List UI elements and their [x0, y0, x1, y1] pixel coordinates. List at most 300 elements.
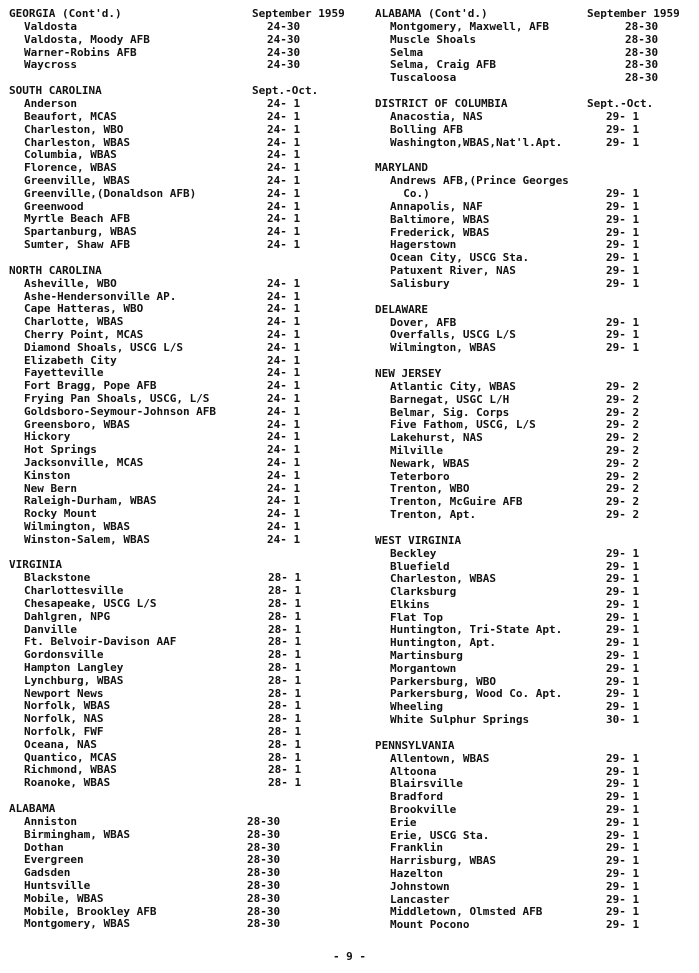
station-dates: 24-30: [267, 32, 301, 46]
station-row: [375, 496, 695, 509]
station-name: Jacksonville, MCAS: [24, 455, 144, 469]
station-name: Dahlgren, NPG: [24, 609, 111, 623]
section-header: [375, 535, 695, 548]
station-dates: 29- 2: [606, 405, 640, 419]
station-name: Selma, Craig AFB: [390, 58, 496, 72]
station-name: Flat Top: [390, 610, 443, 624]
state-name: SOUTH CAROLINA: [9, 84, 102, 98]
state-name: MARYLAND: [375, 161, 428, 175]
station-name: Harrisburg, WBAS: [390, 854, 496, 868]
station-name: Mobile, Brookley AFB: [24, 904, 157, 918]
station-name: Dothan: [24, 840, 64, 854]
station-name: Anniston: [24, 815, 77, 829]
station-dates: 29- 2: [606, 495, 640, 509]
station-dates: 24- 1: [267, 315, 301, 329]
station-dates: 24-30: [267, 58, 301, 72]
station-dates: 24- 1: [267, 327, 301, 341]
station-name: Elkins: [390, 597, 430, 611]
station-row: [9, 329, 344, 342]
station-row: [9, 918, 344, 931]
station-dates: 24- 1: [267, 366, 301, 380]
section-dc: [375, 98, 695, 149]
station-name: Newark, WBAS: [390, 456, 470, 470]
station-name: Clarksburg: [390, 585, 457, 599]
station-dates: 29- 2: [606, 507, 640, 521]
station-name: Hickory: [24, 430, 71, 444]
station-row: [9, 380, 344, 393]
station-dates: 24- 1: [267, 199, 301, 213]
station-dates: 24- 1: [267, 161, 301, 175]
station-name: Huntsville: [24, 879, 91, 893]
station-dates: 29- 1: [606, 828, 640, 842]
station-row: [9, 188, 344, 201]
station-dates: 24- 1: [267, 109, 301, 123]
station-dates: 24- 1: [267, 212, 301, 226]
station-row: [9, 239, 344, 252]
station-name: Dover, AFB: [390, 315, 457, 329]
station-name: Salisbury: [390, 276, 450, 290]
station-row: [9, 342, 344, 355]
station-row: [375, 663, 695, 676]
station-dates: 29- 1: [606, 815, 640, 829]
station-dates: 28-30: [625, 71, 659, 85]
station-name: Elizabeth City: [24, 353, 117, 367]
station-dates: 29- 2: [606, 469, 640, 483]
station-name: Anacostia, NAS: [390, 109, 483, 123]
station-name: Fort Bragg, Pope AFB: [24, 379, 157, 393]
section-nc: [9, 265, 344, 547]
station-dates: 24- 1: [267, 532, 301, 546]
station-dates: 24- 1: [267, 404, 301, 418]
station-name: Morgantown: [390, 661, 457, 675]
station-name: Chesapeake, USCG L/S: [24, 597, 157, 611]
left-column: [9, 8, 344, 944]
station-name: Anderson: [24, 97, 77, 111]
section-header: [375, 368, 695, 381]
section-md: [375, 162, 695, 290]
station-dates: 29- 1: [606, 572, 640, 586]
station-name: Trenton, WBO: [390, 482, 470, 496]
station-dates: 24- 1: [267, 443, 301, 457]
station-row: [375, 881, 695, 894]
station-dates: 24- 1: [267, 481, 301, 495]
station-dates: 24- 1: [267, 340, 301, 354]
station-name: Wheeling: [390, 700, 443, 714]
station-row: [375, 804, 695, 817]
station-row: [375, 868, 695, 881]
station-dates: 24- 1: [267, 507, 301, 521]
station-name: Warner-Robins AFB: [24, 45, 137, 59]
station-name: Beckley: [390, 546, 437, 560]
station-name: Raleigh-Durham, WBAS: [24, 494, 157, 508]
station-dates: 28- 1: [268, 597, 302, 611]
section-alabama: [9, 803, 344, 931]
station-row: [375, 111, 695, 124]
section-pa: [375, 740, 695, 932]
station-dates: 24- 1: [267, 494, 301, 508]
state-name: ALABAMA (Cont'd.): [375, 7, 488, 20]
station-name: White Sulphur Springs: [390, 713, 530, 727]
station-name: Bluefield: [390, 559, 450, 573]
station-name: Cherry Point, MCAS: [24, 327, 144, 341]
state-name: WEST VIRGINIA: [375, 533, 462, 547]
station-row: [375, 509, 695, 522]
station-row: [375, 265, 695, 278]
station-row: [9, 739, 344, 752]
station-row: [375, 714, 695, 727]
state-name: DELAWARE: [375, 302, 428, 316]
station-name: Middletown, Olmsted AFB: [390, 905, 543, 919]
station-dates: 24- 1: [267, 519, 301, 533]
station-dates: 29- 1: [606, 803, 640, 817]
station-dates: 29- 1: [606, 777, 640, 791]
station-dates: 29- 2: [606, 443, 640, 457]
station-row: [9, 893, 344, 906]
station-name: Norfolk, NAS: [24, 712, 104, 726]
station-dates: 28- 1: [268, 750, 302, 764]
station-name: Roanoke, WBAS: [24, 776, 111, 790]
station-row: [9, 175, 344, 188]
station-dates: 24- 1: [267, 455, 301, 469]
station-name: Ft. Belvoir-Davison AAF: [24, 635, 177, 649]
station-dates: 28-30: [625, 20, 659, 33]
station-dates: 29- 1: [606, 854, 640, 868]
state-name: VIRGINIA: [9, 558, 62, 572]
station-name: Waycross: [24, 58, 77, 72]
station-name: Goldsboro-Seymour-Johnson AFB: [24, 404, 217, 418]
station-dates: 28- 1: [268, 699, 302, 713]
station-dates: 28- 1: [268, 737, 302, 751]
station-dates: 28-30: [247, 866, 281, 880]
station-dates: 28-30: [247, 815, 281, 829]
date-range-header: September 1959: [252, 7, 345, 20]
station-dates: 24- 1: [267, 122, 301, 136]
station-name: Erie: [390, 815, 417, 829]
station-row: [9, 521, 344, 534]
station-dates: 24- 1: [267, 302, 301, 316]
station-name: Tuscaloosa: [390, 71, 457, 85]
station-dates: 29- 1: [606, 867, 640, 881]
station-name: Birmingham, WBAS: [24, 827, 130, 841]
station-dates: 24- 1: [267, 173, 301, 187]
station-dates: 29- 2: [606, 418, 640, 432]
station-dates: 28-30: [247, 840, 281, 854]
station-dates: 24- 1: [267, 417, 301, 431]
station-row: [375, 201, 695, 214]
station-dates: 30- 1: [606, 713, 640, 727]
station-dates: 24- 1: [267, 186, 301, 200]
station-row: [375, 34, 695, 47]
station-name: Huntington, Tri-State Apt.: [390, 623, 563, 637]
station-row: [375, 586, 695, 599]
station-name: Richmond, WBAS: [24, 763, 117, 777]
station-dates: 24- 1: [267, 391, 301, 405]
station-name: Frederick, WBAS: [390, 225, 490, 239]
station-name: Norfolk, FWF: [24, 725, 104, 739]
station-name: Myrtle Beach AFB: [24, 212, 130, 226]
station-dates: 29- 1: [606, 841, 640, 855]
station-dates: 29- 1: [606, 610, 640, 624]
station-row: [9, 611, 344, 624]
station-name: Montgomery, WBAS: [24, 917, 130, 931]
state-name: NORTH CAROLINA: [9, 263, 102, 277]
station-name: Co.): [390, 187, 430, 201]
state-name: NEW JERSEY: [375, 366, 442, 380]
station-name: Beaufort, MCAS: [24, 109, 117, 123]
station-dates: 29- 1: [606, 597, 640, 611]
station-name: Gadsden: [24, 866, 71, 880]
station-name: New Bern: [24, 481, 77, 495]
station-row: [9, 777, 344, 790]
station-name: Hot Springs: [24, 443, 97, 457]
station-dates: 24- 1: [267, 276, 301, 290]
station-name: Quantico, MCAS: [24, 750, 117, 764]
station-name: Frying Pan Shoals, USCG, L/S: [24, 391, 210, 405]
station-dates: 24- 1: [267, 97, 301, 111]
station-dates: 28-30: [625, 45, 659, 59]
station-name: Lakehurst, NAS: [390, 431, 483, 445]
station-row: [375, 21, 695, 34]
station-row: [9, 470, 344, 483]
station-dates: 24- 1: [267, 468, 301, 482]
section-georgia: [9, 8, 344, 72]
station-name: Trenton, Apt.: [390, 507, 477, 521]
station-row: [375, 599, 695, 612]
station-row: [9, 662, 344, 675]
station-row: [9, 278, 344, 291]
station-name: Mount Pocono: [390, 918, 470, 932]
station-dates: 28-30: [247, 891, 281, 905]
station-dates: 28- 1: [268, 622, 302, 636]
station-name: Kinston: [24, 468, 71, 482]
station-dates: 29- 1: [606, 559, 640, 573]
station-name: Diamond Shoals, USCG L/S: [24, 340, 183, 354]
station-name: Milville: [390, 443, 443, 457]
station-name: Lancaster: [390, 892, 450, 906]
state-name: DISTRICT OF COLUMBIA: [375, 96, 508, 110]
station-row: [9, 393, 344, 406]
station-dates: 29- 1: [606, 649, 640, 663]
station-dates: 29- 1: [606, 790, 640, 804]
station-name: Muscle Shoals: [390, 32, 477, 46]
station-dates: 29- 1: [606, 212, 640, 226]
station-dates: 29- 1: [606, 585, 640, 599]
station-dates: 29- 1: [606, 225, 640, 239]
station-name: Lynchburg, WBAS: [24, 673, 124, 687]
station-name: Fayetteville: [24, 366, 104, 380]
station-row: [375, 342, 695, 355]
station-dates: 24-30: [267, 45, 301, 59]
station-dates: 24- 1: [267, 430, 301, 444]
station-dates: 29- 1: [606, 328, 640, 342]
station-name: Greenwood: [24, 199, 84, 213]
section-virginia: [9, 559, 344, 790]
station-name: Atlantic City, WBAS: [390, 379, 516, 393]
station-row: [375, 753, 695, 766]
station-name: Florence, WBAS: [24, 161, 117, 175]
station-dates: 28- 1: [268, 673, 302, 687]
station-name: Mobile, WBAS: [24, 891, 104, 905]
station-name: Asheville, WBO: [24, 276, 117, 290]
station-row: [9, 598, 344, 611]
station-name: Danville: [24, 622, 77, 636]
station-dates: 29- 1: [606, 905, 640, 919]
station-name: Baltimore, WBAS: [390, 212, 490, 226]
station-row: [9, 124, 344, 137]
station-name: Annapolis, NAF: [390, 199, 483, 213]
station-dates: 28- 1: [268, 648, 302, 662]
station-name: Allentown, WBAS: [390, 751, 490, 765]
station-name: Montgomery, Maxwell, AFB: [390, 20, 549, 33]
station-dates: 29- 1: [606, 276, 640, 290]
right-column: [375, 8, 695, 945]
section-alabama-cont: [375, 8, 695, 85]
station-dates: 29- 2: [606, 456, 640, 470]
station-dates: 28-30: [247, 853, 281, 867]
station-name: Franklin: [390, 841, 443, 855]
station-name: Ashe-Hendersonville AP.: [24, 289, 177, 303]
station-row: [9, 406, 344, 419]
station-name: Hampton Langley: [24, 661, 124, 675]
station-dates: 28- 1: [268, 686, 302, 700]
station-row: [9, 457, 344, 470]
station-dates: 29- 1: [606, 700, 640, 714]
section-sc: [9, 85, 344, 252]
station-name: Valdosta: [24, 20, 77, 33]
station-dates: 24- 1: [267, 379, 301, 393]
state-name: ALABAMA: [9, 802, 56, 816]
station-dates: 24-30: [267, 20, 301, 33]
station-name: Blairsville: [390, 777, 463, 791]
station-dates: 29- 1: [606, 892, 640, 906]
station-name: Evergreen: [24, 853, 84, 867]
station-name: Five Fathom, USCG, L/S: [390, 418, 536, 432]
station-name: Valdosta, Moody AFB: [24, 32, 150, 46]
station-name: Washington,WBAS,Nat'l.Apt.: [390, 135, 563, 149]
station-name: Greensboro, WBAS: [24, 417, 130, 431]
station-row: [375, 445, 695, 458]
station-name: Brookville: [390, 803, 457, 817]
station-row: [9, 34, 344, 47]
station-dates: 28- 1: [268, 635, 302, 649]
station-name: Huntington, Apt.: [390, 636, 496, 650]
station-name: Charlottesville: [24, 584, 124, 598]
station-dates: 28-30: [247, 904, 281, 918]
station-dates: 28- 1: [268, 661, 302, 675]
station-dates: 29- 1: [606, 263, 640, 277]
station-name: Johnstown: [390, 879, 450, 893]
station-dates: 29- 1: [606, 687, 640, 701]
station-dates: 29- 1: [606, 109, 640, 123]
station-dates: 29- 1: [606, 315, 640, 329]
station-row: [375, 817, 695, 830]
station-name: Newport News: [24, 686, 104, 700]
station-name: Altoona: [390, 764, 437, 778]
station-dates: 24- 1: [267, 148, 301, 162]
date-range-header: September 1959: [587, 7, 680, 20]
station-name: Patuxent River, NAS: [390, 263, 516, 277]
station-name: Overfalls, USCG L/S: [390, 328, 516, 342]
station-name: Wilmington, WBAS: [24, 519, 130, 533]
section-header: [375, 740, 695, 753]
station-dates: 29- 2: [606, 379, 640, 393]
station-dates: 28- 1: [268, 763, 302, 777]
station-name: Charleston, WBAS: [390, 572, 496, 586]
station-dates: 28- 1: [268, 571, 302, 585]
station-dates: 29- 2: [606, 431, 640, 445]
station-name: Hagerstown: [390, 238, 457, 252]
station-row: [9, 880, 344, 893]
station-row: [375, 394, 695, 407]
station-dates: 29- 1: [606, 341, 640, 355]
station-dates: 28- 1: [268, 712, 302, 726]
station-dates: 29- 1: [606, 623, 640, 637]
station-name: Cape Hatteras, WBO: [24, 302, 144, 316]
station-dates: 28- 1: [268, 584, 302, 598]
station-row: [9, 111, 344, 124]
station-dates: 29- 1: [606, 238, 640, 252]
station-name: Andrews AFB,(Prince Georges: [390, 174, 569, 188]
station-row: [375, 432, 695, 445]
station-name: Wilmington, WBAS: [390, 341, 496, 355]
station-row: [9, 829, 344, 842]
station-name: Spartanburg, WBAS: [24, 225, 137, 239]
station-name: Greenville, WBAS: [24, 173, 130, 187]
station-dates: 29- 1: [606, 122, 640, 136]
station-dates: 28-30: [625, 32, 659, 46]
station-name: Teterboro: [390, 469, 450, 483]
station-name: Charleston, WBO: [24, 122, 124, 136]
station-name: Winston-Salem, WBAS: [24, 532, 150, 546]
station-name: Martinsburg: [390, 649, 463, 663]
station-row: [9, 21, 344, 34]
station-row: [9, 675, 344, 688]
station-name: Sumter, Shaw AFB: [24, 237, 130, 251]
section-header: [375, 304, 695, 317]
station-dates: 29- 1: [606, 751, 640, 765]
station-dates: 24- 1: [267, 289, 301, 303]
station-row: [375, 458, 695, 471]
station-row: [9, 534, 344, 547]
section-nj: [375, 368, 695, 522]
station-name: Hazelton: [390, 867, 443, 881]
station-dates: 28-30: [247, 879, 281, 893]
station-row: [375, 278, 695, 291]
station-name: Norfolk, WBAS: [24, 699, 111, 713]
station-dates: 29- 1: [606, 187, 640, 201]
state-name: GEORGIA (Cont'd.): [9, 7, 122, 20]
station-name: Bolling AFB: [390, 122, 463, 136]
station-name: Belmar, Sig. Corps: [390, 405, 510, 419]
station-dates: 24- 1: [267, 237, 301, 251]
station-name: Parkersburg, WBO: [390, 674, 496, 688]
date-range-header: Sept.-Oct.: [252, 84, 319, 98]
station-name: Oceana, NAS: [24, 737, 97, 751]
station-dates: 29- 1: [606, 135, 640, 149]
station-row: [9, 59, 344, 72]
section-header: [9, 265, 344, 278]
station-name: Selma: [390, 45, 424, 59]
station-row: [9, 444, 344, 457]
station-dates: 29- 1: [606, 918, 640, 932]
station-name: Charleston, WBAS: [24, 135, 130, 149]
station-row: [375, 72, 695, 85]
page-number: - 9 -: [332, 950, 367, 963]
station-dates: 29- 1: [606, 199, 640, 213]
station-row: [375, 137, 695, 150]
station-name: Greenville,(Donaldson AFB): [24, 186, 197, 200]
station-row: [375, 650, 695, 663]
